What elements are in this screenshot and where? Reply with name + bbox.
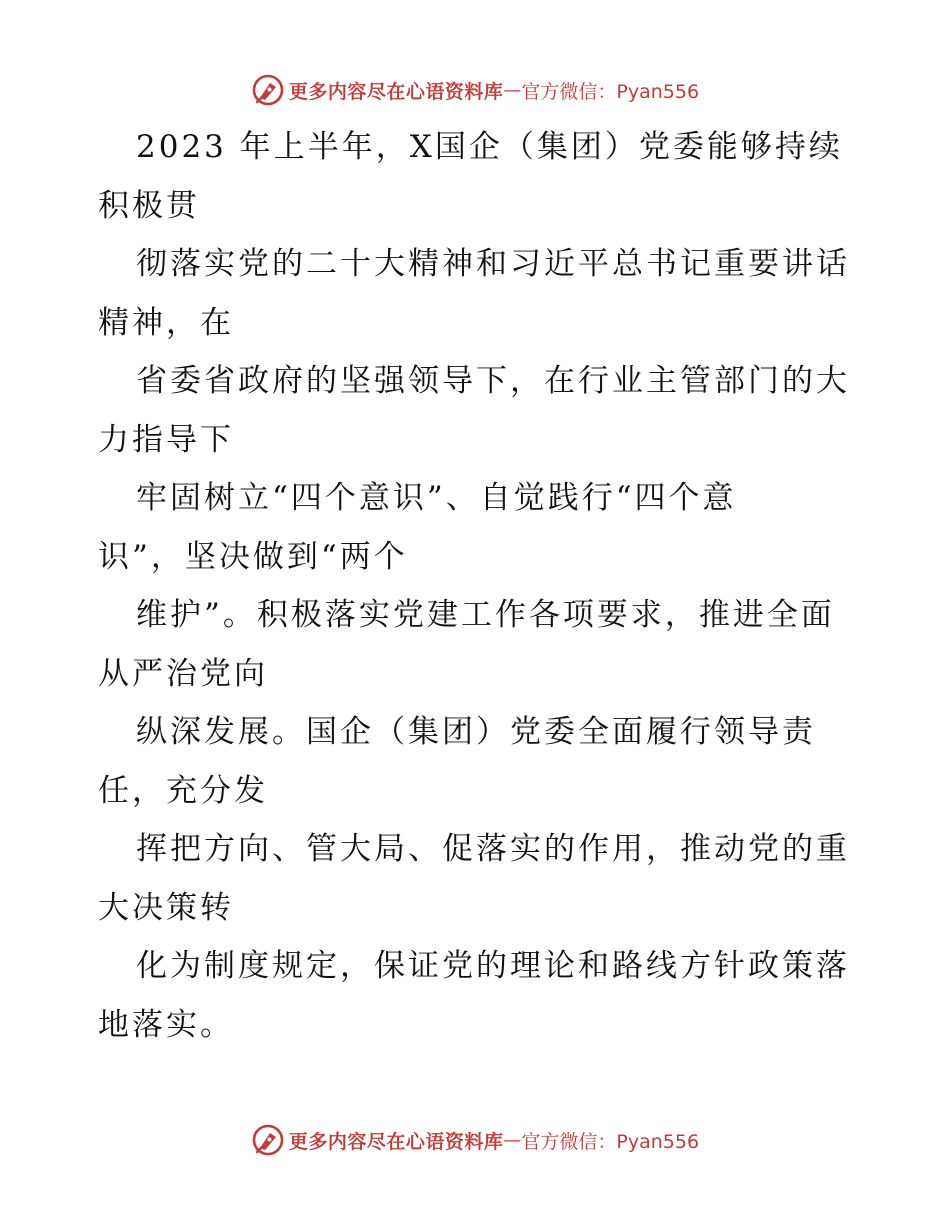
banner-wechat-id: 官方微信：Pyan556 — [521, 80, 700, 103]
document-body — [98, 118, 858, 1054]
text-line: 彻落实党的二十大精神和习近平总书记重要讲话 — [136, 246, 850, 282]
text-line: 力指导下 — [98, 421, 234, 458]
text-line: 2023 年上半年，X国企（集团）党委能够持续 — [136, 129, 843, 165]
text-line: 任，充分发 — [98, 772, 268, 809]
banner-site-name: 更多内容尽在心语资料库 — [288, 1130, 504, 1153]
banner-wechat-id: 官方微信：Pyan556 — [521, 1130, 700, 1153]
text-line: 挥把方向、管大局、促落实的作用，推动党的重 — [136, 831, 850, 867]
text-line: 纵深发展。国企（集团）党委全面履行领导责 — [136, 714, 816, 750]
pen-nib-circle-icon — [251, 1123, 285, 1157]
text-line: 大决策转 — [98, 889, 234, 926]
banner-separator: — — [503, 79, 522, 101]
text-line: 省委省政府的坚强领导下，在行业主管部门的大 — [136, 363, 850, 399]
text-line: 维护”。积极落实党建工作各项要求，推进全面 — [136, 597, 835, 633]
text-line: 积极贯 — [98, 187, 200, 224]
pen-nib-circle-icon — [251, 73, 285, 107]
banner-site-name: 更多内容尽在心语资料库 — [288, 80, 504, 103]
text-line: 精神，在 — [98, 304, 234, 341]
text-line: 地落实。 — [98, 1006, 234, 1043]
text-line: 牢固树立“四个意识”、自觉践行“四个意 — [136, 480, 737, 516]
text-line: 从严治党向 — [98, 655, 268, 692]
text-line: 化为制度规定，保证党的理论和路线方针政策落 — [136, 948, 850, 984]
text-line: 识”，坚决做到“两个 — [98, 538, 408, 575]
footer-banner — [0, 1122, 950, 1158]
header-banner — [0, 72, 950, 108]
banner-separator: — — [503, 1129, 522, 1151]
